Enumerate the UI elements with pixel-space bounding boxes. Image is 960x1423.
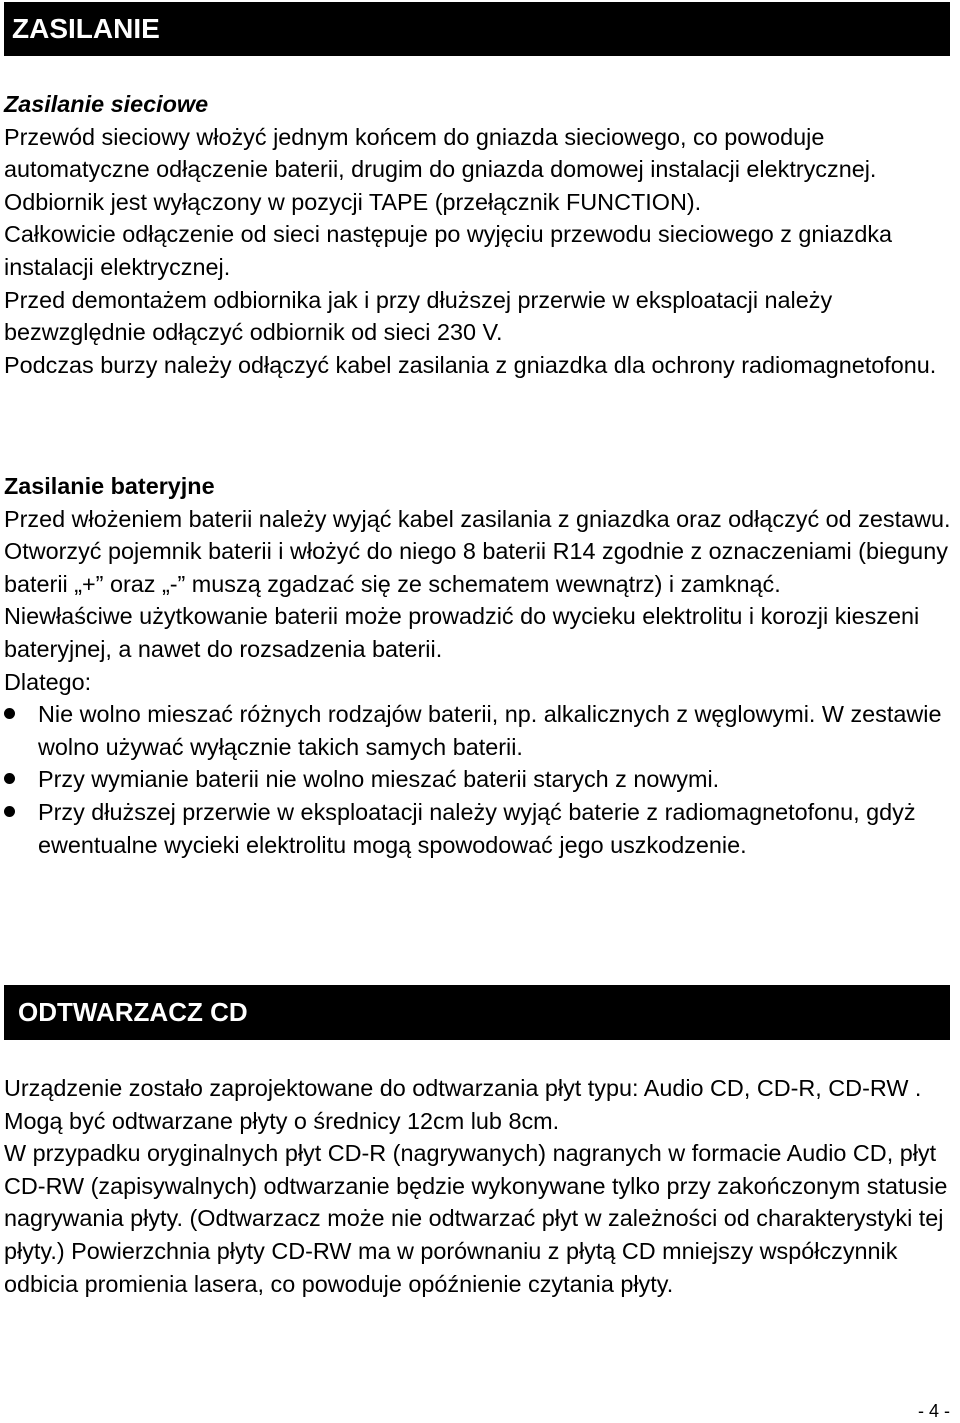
list-item	[4, 796, 954, 861]
paragraph: Podczas burzy należy odłączyć kabel zasilania z gniazdka dla ochrony radiomagnetofonu.	[4, 351, 937, 378]
list-item-text: Przy wymianie baterii nie wolno mieszać baterii starych z nowymi.	[38, 766, 720, 793]
section-zasilanie-body	[4, 88, 954, 381]
paragraph: Dlatego:	[4, 668, 92, 695]
list-item	[4, 698, 954, 763]
list-item-text: Nie wolno mieszać różnych rodzajów baterii, np. alkalicznych z węglowymi. W zestawie wolno używać wyłącznie takich samych baterii.	[38, 701, 942, 760]
subheading-mains-power: Zasilanie sieciowe	[4, 91, 209, 117]
paragraph: Przed demontażem odbiornika jak i przy dłuższej przerwie w eksploatacji należy bezwzględnie odłączyć odbiornik od sieci 230 V.	[4, 286, 833, 346]
paragraph: Odbiornik jest wyłączony w pozycji TAPE (przełącznik FUNCTION).	[4, 188, 702, 215]
paragraph: Mogą być odtwarzane płyty o średnicy 12cm lub 8cm.	[4, 1107, 560, 1134]
paragraph: W przypadku oryginalnych płyt CD-R (nagrywanych) nagranych w formacie Audio CD, płyt CD-RW (zapisywalnych) odtwarzanie będzie wykonywane tylko przy zakończonym statusie nagrywania płyty. (Odtwarzacz może nie odtwarzać płyt w zależności od charakterystyki tej płyty.) Powierzchnia płyty CD-RW ma w porównaniu z płytą CD mniejszy współczynnik odbicia promienia lasera, co powoduje opóźnienie czytania płyty.	[4, 1140, 948, 1297]
section-title-odtwarzacz-cd: ODTWARZACZ CD	[4, 985, 950, 1040]
paragraph: Przed włożeniem baterii należy wyjąć kabel zasilania z gniazdka oraz odłączyć od zestawu.	[4, 505, 951, 532]
bullet-icon	[4, 806, 15, 817]
paragraph: Przewód sieciowy włożyć jednym końcem do gniazda sieciowego, co powoduje automatyczne odłączenie baterii, drugim do gniazda domowej instalacji elektrycznej.	[4, 123, 877, 183]
paragraph: Urządzenie zostało zaprojektowane do odtwarzania płyt typu: Audio CD, CD-R, CD-RW .	[4, 1075, 922, 1101]
list-item	[4, 763, 954, 796]
section-cd-body	[4, 1072, 954, 1300]
section-battery-body	[4, 470, 954, 861]
paragraph: Całkowicie odłączenie od sieci następuje po wyjęciu przewodu sieciowego z gniazdka instalacji elektrycznej.	[4, 221, 893, 280]
paragraph: Niewłaściwe użytkowanie baterii może prowadzić do wycieku elektrolitu i korozji kieszeni bateryjnej, a nawet do rozsadzenia baterii.	[4, 603, 920, 662]
section-title-zasilanie: ZASILANIE	[4, 2, 950, 56]
bullet-icon	[4, 708, 15, 719]
bullet-list	[4, 698, 954, 861]
page-number: - 4 -	[917, 1401, 950, 1421]
bullet-icon	[4, 773, 15, 784]
paragraph: Otworzyć pojemnik baterii i włożyć do niego 8 baterii R14 zgodnie z oznaczeniami (bieguny baterii „+” oraz „-” muszą zgadzać się ze schematem wewnątrz) i zamknąć.	[4, 538, 948, 597]
list-item-text: Przy dłuższej przerwie w eksploatacji należy wyjąć baterie z radiomagnetofonu, gdyż ewentualne wycieki elektrolitu mogą spowodować jego uszkodzenie.	[38, 798, 916, 858]
subheading-battery-power: Zasilanie bateryjne	[4, 473, 215, 499]
